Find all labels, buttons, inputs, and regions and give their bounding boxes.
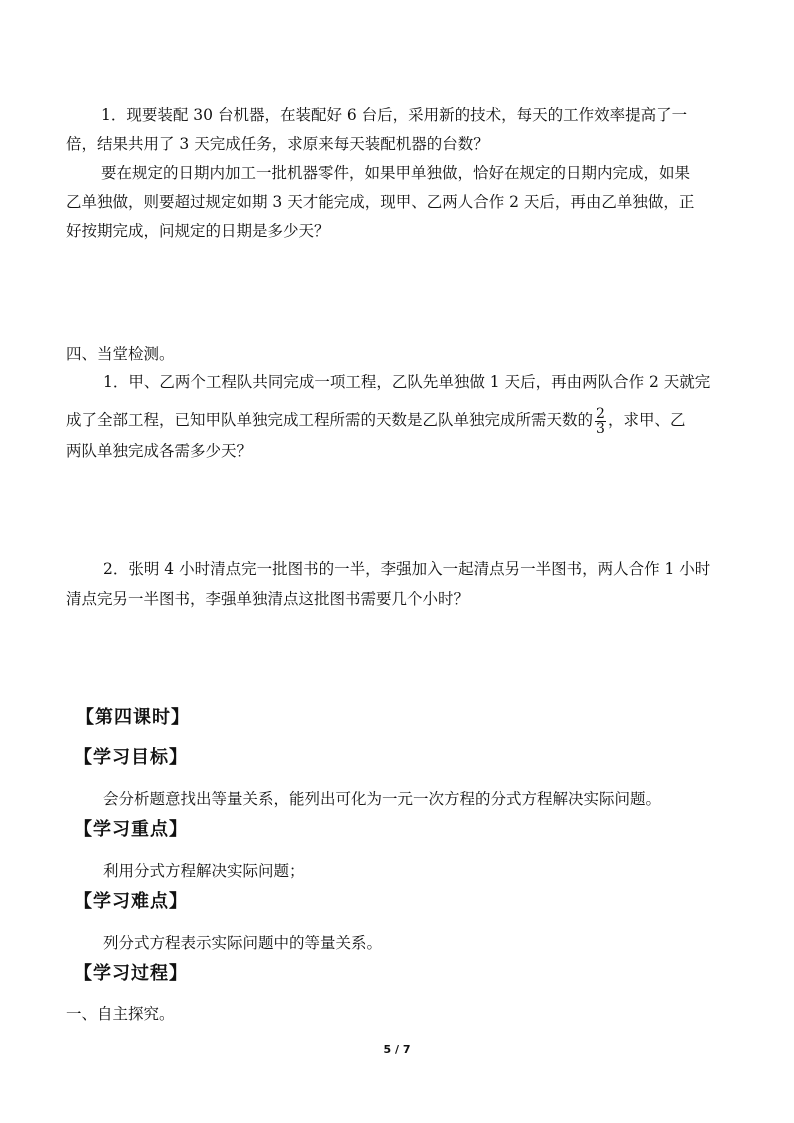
key-points-text: 利用分式方程解决实际问题； xyxy=(103,862,305,880)
problem-2-line-1: 要在规定的日期内加工一批机器零件，如果甲单独做，恰好在规定的日期内完成，如果 xyxy=(101,164,691,182)
fraction-denominator: 3 xyxy=(596,420,605,437)
goals-text: 会分析题意找出等量关系，能列出可化为一元一次方程的分式方程解决实际问题。 xyxy=(103,790,662,808)
section-4-title: 四、当堂检测。 xyxy=(66,345,175,363)
page-number: 5 / 7 xyxy=(383,1043,411,1056)
lesson-4-title: 【第四课时】 xyxy=(76,707,190,728)
fraction-numerator: 2 xyxy=(596,405,605,422)
problem-2-line-2: 乙单独做，则要超过规定如期 3 天才能完成，现甲、乙两人合作 2 天后，再由乙单独做，正 xyxy=(66,193,695,211)
difficulties-heading: 【学习难点】 xyxy=(74,891,188,912)
fraction-two-thirds xyxy=(595,407,606,436)
problem-1-line-1: 1．现要装配 30 台机器，在装配好 6 台后，采用新的技术，每天的工作效率提高了一 xyxy=(101,106,688,124)
problem-1-line-2: 倍，结果共用了 3 天完成任务，求原来每天装配机器的台数？ xyxy=(66,135,489,153)
goals-heading: 【学习目标】 xyxy=(74,747,188,768)
quiz-1-line-2 xyxy=(66,399,726,441)
quiz-1-line-3: 两队单独完成各需多少天？ xyxy=(66,442,253,460)
step-1-title: 一、自主探究。 xyxy=(66,1005,175,1023)
quiz-2-line-1: 2．张明 4 小时清点完一批图书的一半，李强加入一起清点另一半图书，两人合作 1 小时 xyxy=(103,560,711,578)
process-heading: 【学习过程】 xyxy=(74,963,188,984)
quiz-2-line-2: 清点完另一半图书，李强单独清点这批图书需要几个小时？ xyxy=(66,590,470,608)
quiz-1-line-2-text: 成了全部工程，已知甲队单独完成工程所需的天数是乙队单独完成所需天数的 xyxy=(66,411,594,429)
difficulties-text: 列分式方程表示实际问题中的等量关系。 xyxy=(103,934,383,952)
problem-2-line-3: 好按期完成，问规定的日期是多少天？ xyxy=(66,222,330,240)
quiz-1-line-1: 1．甲、乙两个工程队共同完成一项工程，乙队先单独做 1 天后，再由两队合作 2 天就完 xyxy=(103,373,711,391)
key-points-heading: 【学习重点】 xyxy=(74,819,188,840)
quiz-1-line-2-tail: ，求甲、乙 xyxy=(607,411,686,429)
